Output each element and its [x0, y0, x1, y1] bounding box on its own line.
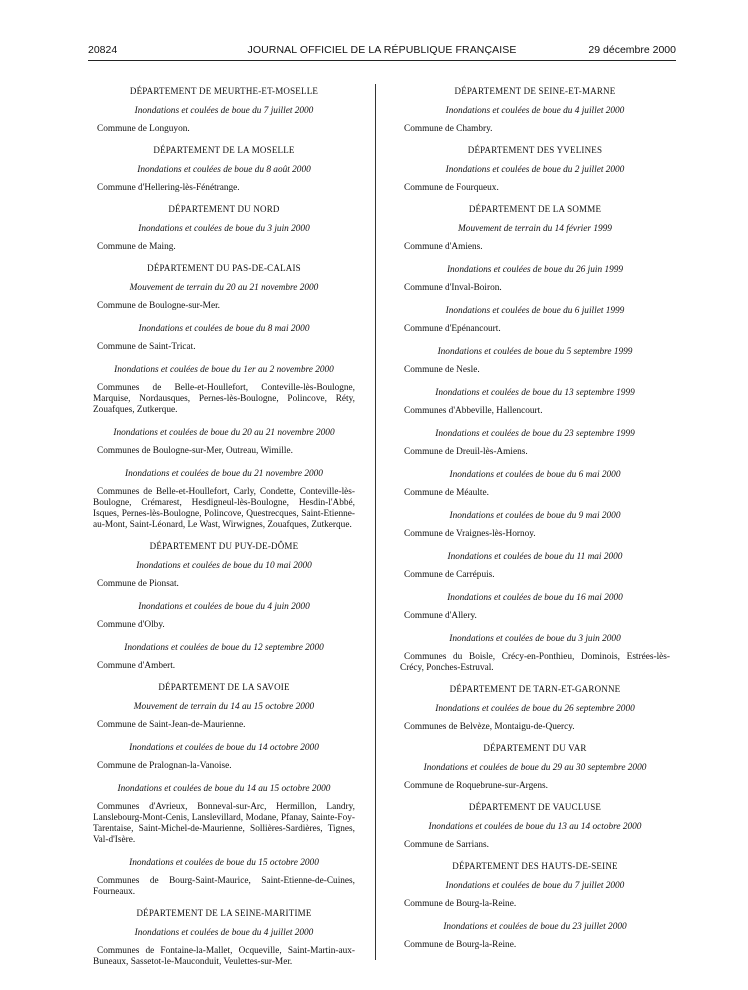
column-divider — [375, 84, 376, 960]
event-title: Inondations et coulées de boue du 23 septembre 1999 — [435, 429, 635, 439]
department-heading: DÉPARTEMENT DE VAUCLUSE — [468, 802, 602, 812]
event-title: Inondations et coulées de boue du 3 juin 2000 — [138, 224, 310, 234]
commune-list: Commune de Roquebrune-sur-Argens. — [404, 781, 548, 791]
commune-list: Commune de Chambry. — [404, 124, 493, 134]
event-title: Inondations et coulées de boue du 8 mai 2000 — [138, 324, 310, 334]
department-heading: DÉPARTEMENT DES YVELINES — [467, 145, 603, 155]
event-title: Inondations et coulées de boue du 7 juillet 2000 — [134, 106, 314, 116]
event-title: Inondations et coulées de boue du 14 au 15 octobre 2000 — [117, 784, 331, 794]
event-title: Inondations et coulées de boue du 23 juillet 2000 — [443, 922, 627, 932]
commune-list: Communes du Boisle, Crécy-en-Ponthieu, Dominois, Estrées-lès-Crécy, Ponches-Estruval. — [400, 652, 670, 673]
department-heading: DÉPARTEMENT DE SEINE-ET-MARNE — [454, 86, 616, 96]
commune-list: Commune de Fourqueux. — [404, 183, 499, 193]
journal-title: JOURNAL OFFICIEL DE LA RÉPUBLIQUE FRANÇAISE — [247, 44, 517, 56]
event-title: Inondations et coulées de boue du 12 septembre 2000 — [124, 643, 324, 653]
commune-list: Commune de Bourg-la-Reine. — [404, 940, 517, 950]
department-heading: DÉPARTEMENT DE MEURTHE-ET-MOSELLE — [129, 86, 319, 96]
event-title: Inondations et coulées de boue du 3 juin 2000 — [449, 634, 621, 644]
event-title: Inondations et coulées de boue du 9 mai 2000 — [449, 511, 621, 521]
commune-list: Commune d'Epénancourt. — [404, 324, 501, 334]
event-title: Mouvement de terrain du 14 au 15 octobre 2000 — [133, 702, 315, 712]
commune-list: Commune d'Hellering-lès-Fénétrange. — [97, 183, 240, 193]
commune-list: Commune de Longuyon. — [97, 124, 190, 134]
department-heading: DÉPARTEMENT DU NORD — [168, 204, 280, 214]
department-heading: DÉPARTEMENT DU PAS-DE-CALAIS — [147, 263, 301, 273]
event-title: Inondations et coulées de boue du 4 juin 2000 — [138, 602, 310, 612]
event-title: Inondations et coulées de boue du 4 juillet 2000 — [134, 928, 314, 938]
commune-list: Communes de Belle-et-Houllefort, Carly, Condette, Conteville-lès-Boulogne, Crémarest, Hesdigneul-lès-Boulogne, Hesdin-l'Abbé, Isques, Pernes-lès-Boulogne, Polincove, Questrecques, Saint-Etienne-au-Mont, Saint-Léonard, Le Wast, Wirwignes, Zouafques, Zutkerque. — [93, 487, 355, 530]
commune-list: Communes de Fontaine-la-Mallet, Ocqueville, Saint-Martin-aux-Buneaux, Sassetot-le-Mauconduit, Veulettes-sur-Mer. — [93, 946, 355, 967]
commune-list: Commune de Boulogne-sur-Mer. — [97, 301, 220, 311]
commune-list: Commune de Carrépuis. — [404, 570, 495, 580]
commune-list: Commune d'Amiens. — [404, 242, 483, 252]
event-title: Inondations et coulées de boue du 14 octobre 2000 — [129, 743, 319, 753]
commune-list: Commune d'Ambert. — [97, 661, 176, 671]
event-title: Inondations et coulées de boue du 1er au 2 novembre 2000 — [114, 365, 334, 375]
department-heading: DÉPARTEMENT DE LA SEINE-MARITIME — [136, 908, 312, 918]
commune-list: Commune d'Allery. — [404, 611, 477, 621]
department-heading: DÉPARTEMENT DU VAR — [483, 743, 587, 753]
commune-list: Commune de Pionsat. — [97, 579, 179, 589]
commune-list: Commune d'Olby. — [97, 620, 165, 630]
commune-list: Commune d'Inval-Boiron. — [404, 283, 502, 293]
event-title: Inondations et coulées de boue du 16 mai 2000 — [447, 593, 623, 603]
commune-list: Commune de Maing. — [97, 242, 176, 252]
event-title: Inondations et coulées de boue du 5 septembre 1999 — [437, 347, 633, 357]
page-header — [88, 44, 676, 60]
event-title: Inondations et coulées de boue du 20 au 21 novembre 2000 — [113, 428, 335, 438]
event-title: Inondations et coulées de boue du 6 juillet 1999 — [445, 306, 625, 316]
event-title: Inondations et coulées de boue du 7 juillet 2000 — [445, 881, 625, 891]
department-heading: DÉPARTEMENT DE LA SOMME — [468, 204, 602, 214]
commune-list: Commune de Bourg-la-Reine. — [404, 899, 517, 909]
commune-list: Communes de Bourg-Saint-Maurice, Saint-Etienne-de-Cuines, Fourneaux. — [93, 876, 355, 897]
commune-list: Commune de Nesle. — [404, 365, 480, 375]
event-title: Inondations et coulées de boue du 29 au 30 septembre 2000 — [423, 763, 647, 773]
event-title: Inondations et coulées de boue du 26 septembre 2000 — [435, 704, 635, 714]
header-rule — [88, 60, 676, 61]
event-title: Inondations et coulées de boue du 8 août 2000 — [137, 165, 311, 175]
department-heading: DÉPARTEMENT DE TARN-ET-GARONNE — [449, 684, 621, 694]
commune-list: Communes d'Avrieux, Bonneval-sur-Arc, Hermillon, Landry, Lanslebourg-Mont-Cenis, Lanslevillard, Modane, Pfanay, Sainte-Foy-Tarentaise, Saint-Michel-de-Maurienne, Sollières-Sardières, Tignes, Val-d'Isère. — [93, 802, 355, 845]
commune-list: Commune de Vraignes-lès-Hornoy. — [404, 529, 536, 539]
event-title: Inondations et coulées de boue du 11 mai 2000 — [447, 552, 623, 562]
event-title: Inondations et coulées de boue du 15 octobre 2000 — [129, 858, 319, 868]
commune-list: Commune de Méaulte. — [404, 488, 489, 498]
commune-list: Commune de Saint-Jean-de-Maurienne. — [97, 720, 246, 730]
commune-list: Communes d'Abbeville, Hallencourt. — [404, 406, 543, 416]
commune-list: Communes de Belle-et-Houllefort, Conteville-lès-Boulogne, Marquise, Nordausques, Pernes-lès-Boulogne, Polincove, Réty, Zouafques, Zutkerque. — [93, 383, 355, 415]
event-title: Mouvement de terrain du 20 au 21 novembre 2000 — [129, 283, 319, 293]
page-number: 20824 — [88, 44, 118, 56]
right-column — [400, 86, 670, 961]
publication-date: 29 décembre 2000 — [588, 44, 676, 56]
event-title: Inondations et coulées de boue du 10 mai 2000 — [136, 561, 312, 571]
event-title: Inondations et coulées de boue du 13 septembre 1999 — [435, 388, 635, 398]
commune-list: Communes de Boulogne-sur-Mer, Outreau, Wimille. — [97, 446, 293, 456]
commune-list: Commune de Sarrians. — [404, 840, 489, 850]
department-heading: DÉPARTEMENT DE LA SAVOIE — [158, 682, 290, 692]
event-title: Inondations et coulées de boue du 4 juillet 2000 — [445, 106, 625, 116]
event-title: Inondations et coulées de boue du 6 mai 2000 — [449, 470, 621, 480]
commune-list: Commune de Dreuil-lès-Amiens. — [404, 447, 528, 457]
commune-list: Commune de Saint-Tricat. — [97, 342, 196, 352]
left-column — [93, 86, 355, 978]
department-heading: DÉPARTEMENT DES HAUTS-DE-SEINE — [452, 861, 618, 871]
department-heading: DÉPARTEMENT DU PUY-DE-DÔME — [149, 541, 299, 551]
commune-list: Communes de Belvèze, Montaigu-de-Quercy. — [404, 722, 575, 732]
event-title: Inondations et coulées de boue du 13 au 14 octobre 2000 — [428, 822, 642, 832]
event-title: Mouvement de terrain du 14 février 1999 — [458, 224, 612, 234]
department-heading: DÉPARTEMENT DE LA MOSELLE — [153, 145, 295, 155]
event-title: Inondations et coulées de boue du 2 juillet 2000 — [445, 165, 625, 175]
event-title: Inondations et coulées de boue du 21 novembre 2000 — [125, 469, 323, 479]
event-title: Inondations et coulées de boue du 26 juin 1999 — [446, 265, 624, 275]
commune-list: Commune de Pralognan-la-Vanoise. — [97, 761, 232, 771]
